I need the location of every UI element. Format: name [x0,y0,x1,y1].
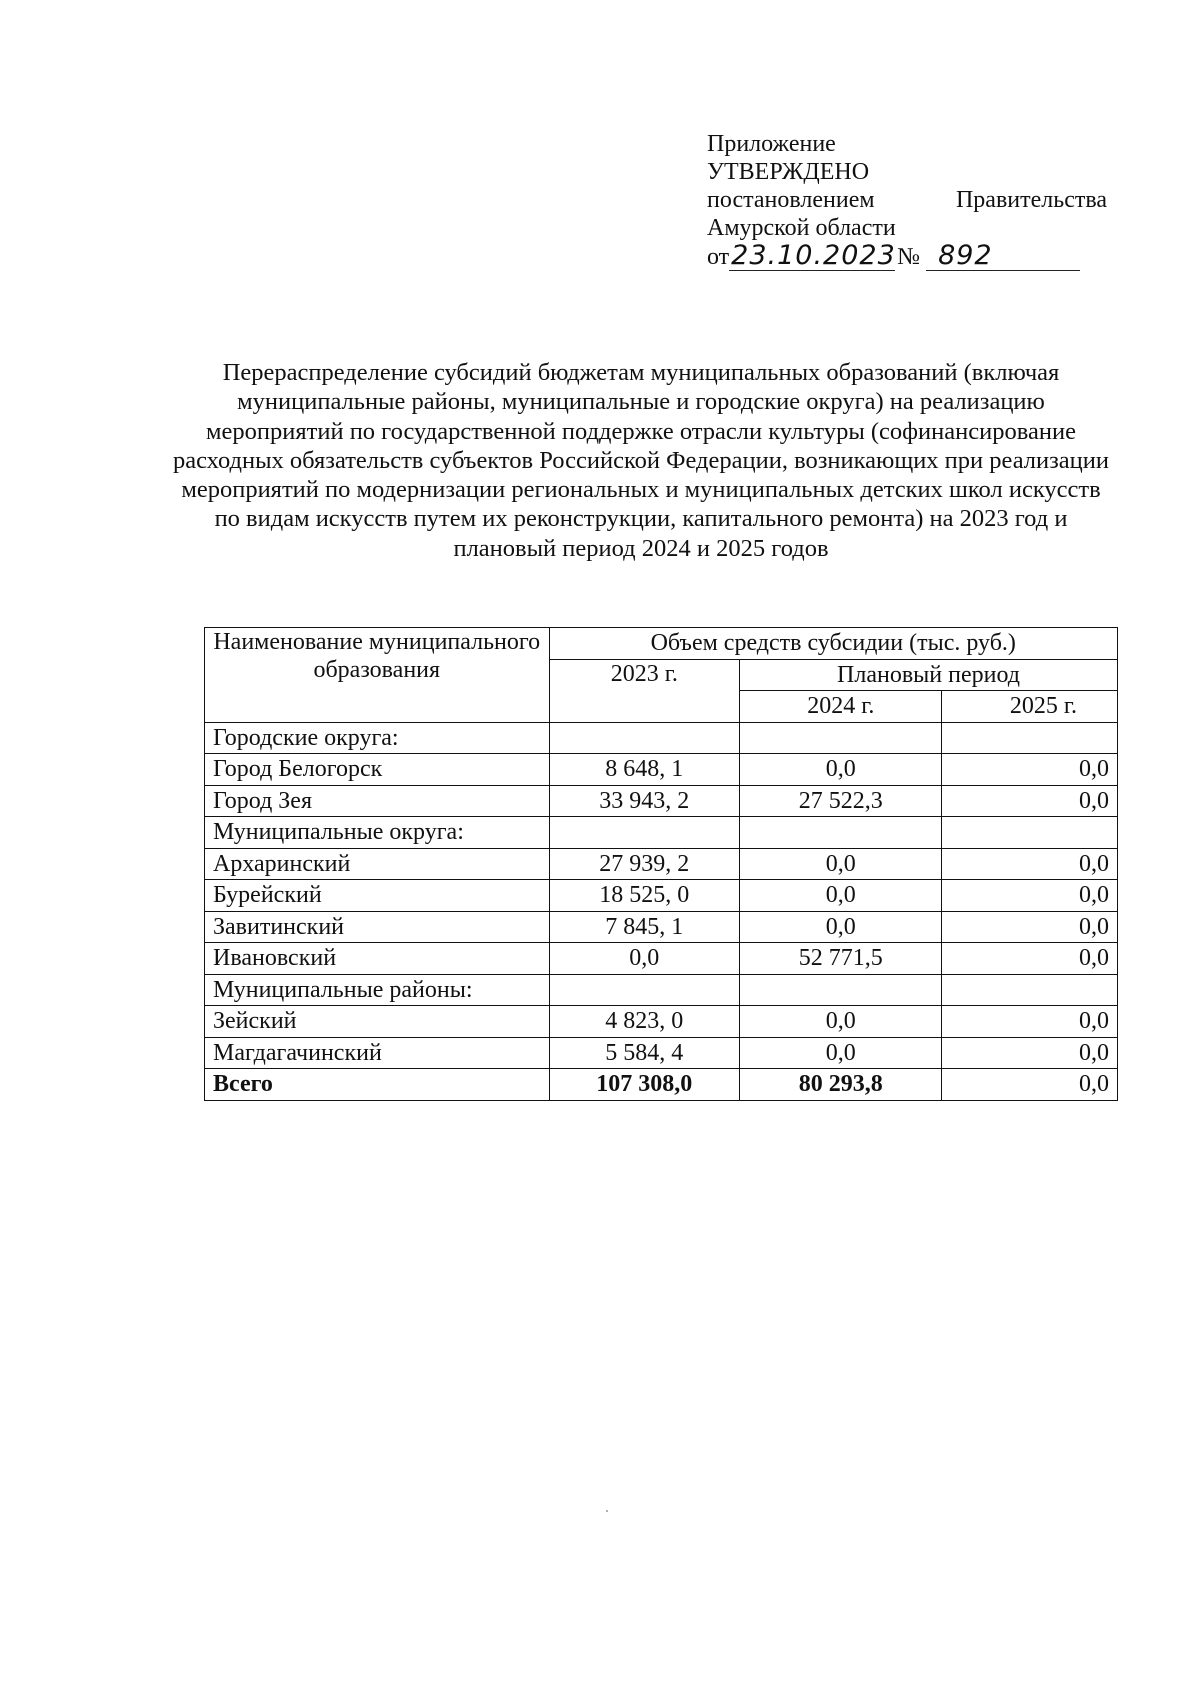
row-value-2024: 0,0 [740,880,942,912]
approval-block [707,130,1107,271]
table-row [205,911,1118,943]
row-value-2023: 8 648, 1 [549,754,740,786]
scan-speck [606,1510,608,1512]
total-label: Всего [205,1069,550,1101]
row-value-2025 [942,722,1118,754]
row-name: Ивановский [205,943,550,975]
table-row [205,785,1118,817]
row-name: Магдагачинский [205,1037,550,1069]
row-value-2024: 0,0 [740,1037,942,1069]
table-row [205,722,1118,754]
approval-date-line [707,242,1107,271]
table-row [205,1006,1118,1038]
handwritten-number: 892 [926,242,1080,271]
table-row [205,880,1118,912]
date-prefix: от [707,244,730,270]
row-value-2023 [549,974,740,1006]
row-value-2023: 7 845, 1 [549,911,740,943]
row-name: Зейский [205,1006,550,1038]
header-2023: 2023 г. [549,659,740,722]
row-name: Город Зея [205,785,550,817]
row-value-2024: 0,0 [740,911,942,943]
row-name: Муниципальные округа: [205,817,550,849]
row-value-2024 [740,817,942,849]
row-value-2025: 0,0 [942,911,1118,943]
row-name: Завитинский [205,911,550,943]
row-value-2023: 18 525, 0 [549,880,740,912]
table-row [205,817,1118,849]
header-2024: 2024 г. [740,691,942,723]
row-value-2025 [942,974,1118,1006]
row-value-2025: 0,0 [942,754,1118,786]
row-value-2024 [740,974,942,1006]
handwritten-date: 23.10.2023 [731,240,896,271]
table-row [205,848,1118,880]
row-name: Город Белогорск [205,754,550,786]
row-value-2025: 0,0 [942,943,1118,975]
approval-region: Амурской области [707,215,896,241]
total-value-2023: 107 308,0 [549,1069,740,1101]
header-2025: 2025 г. [942,691,1118,723]
table-row [205,974,1118,1006]
number-label: № [897,244,921,270]
row-value-2025: 0,0 [942,1037,1118,1069]
row-value-2024: 0,0 [740,1006,942,1038]
row-value-2025 [942,817,1118,849]
row-value-2024: 27 522,3 [740,785,942,817]
header-name: Наименование муниципального образования [205,628,550,723]
row-value-2025: 0,0 [942,785,1118,817]
approval-approved: УТВЕРЖДЕНО [707,159,870,185]
row-name: Муниципальные районы: [205,974,550,1006]
approval-government: Правительства [955,187,1107,213]
row-name: Городские округа: [205,722,550,754]
approval-appendix: Приложение [707,131,836,157]
row-name: Бурейский [205,880,550,912]
row-value-2023 [549,722,740,754]
total-value-2025: 0,0 [942,1069,1118,1101]
table-row [205,754,1118,786]
header-volume: Объем средств субсидии (тыс. руб.) [549,628,1117,660]
table-row [205,943,1118,975]
approval-resolution: постановлением [707,187,875,213]
row-value-2024 [740,722,942,754]
approval-resolution-line [707,186,1107,214]
row-value-2024: 52 771,5 [740,943,942,975]
row-value-2023: 27 939, 2 [549,848,740,880]
row-value-2025: 0,0 [942,848,1118,880]
document-title: Перераспределение субсидий бюджетам муниципальных образований (включая муниципальные районы, муниципальные и городские округа) на реализацию мероприятий по государственной поддержке отрасли культуры (софинансирование расходных обязательств субъектов Российской Федерации, возникающих при реализации мероприятий по модернизации региональных и муниципальных детских школ искусств по видам искусств путем их реконструкции, капитального ремонта) на 2023 год и плановый период 2024 и 2025 годов [172,359,1110,562]
row-value-2023: 33 943, 2 [549,785,740,817]
total-row [205,1069,1118,1101]
row-value-2023: 5 584, 4 [549,1037,740,1069]
row-name: Архаринский [205,848,550,880]
table-row [205,1037,1118,1069]
row-value-2025: 0,0 [942,1006,1118,1038]
subsidy-table [204,627,1118,1101]
header-plan-period: Плановый период [740,659,1118,691]
row-value-2025: 0,0 [942,880,1118,912]
row-value-2024: 0,0 [740,754,942,786]
row-value-2023 [549,817,740,849]
header-row-1 [205,628,1118,660]
row-value-2023: 4 823, 0 [549,1006,740,1038]
row-value-2024: 0,0 [740,848,942,880]
total-value-2024: 80 293,8 [740,1069,942,1101]
row-value-2023: 0,0 [549,943,740,975]
